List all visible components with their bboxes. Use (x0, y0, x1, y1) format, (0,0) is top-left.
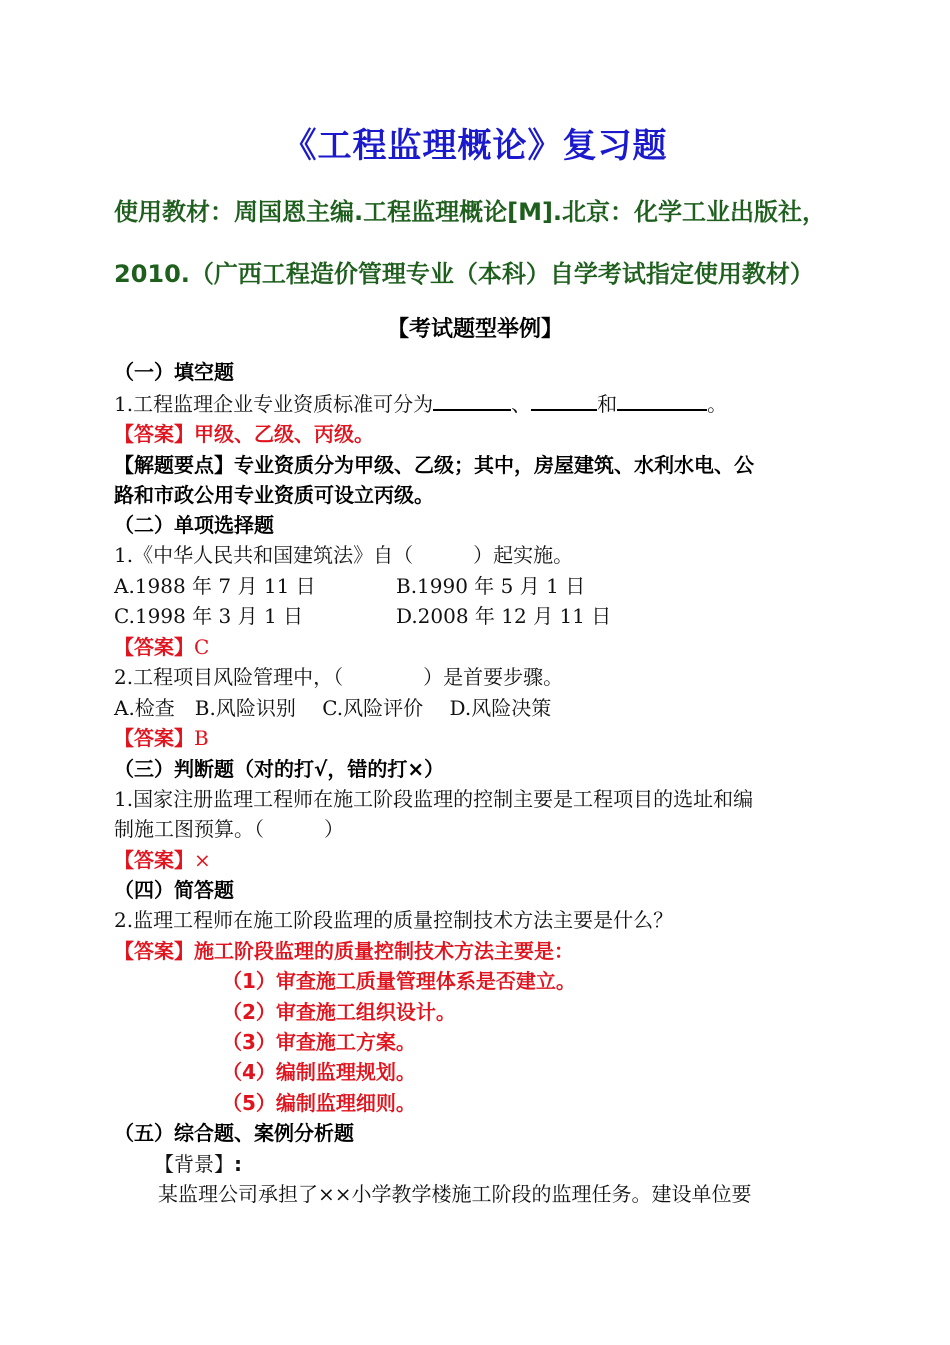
answer-text: B (194, 726, 209, 750)
short-answer-question: 2.监理工程师在施工阶段监理的质量控制技术方法主要是什么？ (114, 908, 674, 932)
choice-question-2: 2.工程项目风险管理中，（ ）是首要步骤。 (114, 665, 564, 689)
choice-question-1: 1.《中华人民共和国建筑法》自（ ）起实施。 (114, 543, 574, 567)
explanation-tag: 【解题要点】 (114, 453, 234, 477)
separator: 、 (511, 392, 532, 416)
fill-blank-question (114, 389, 727, 418)
background-text: 某监理公司承担了××小学教学楼施工阶段的监理任务。建设单位要 (158, 1182, 752, 1206)
answer-point-4: （4）编制监理规划。 (222, 1060, 416, 1084)
question-text: 1.工程监理企业专业资质标准可分为 (114, 392, 434, 416)
answer-text: × (194, 848, 211, 872)
true-false-question-line-1: 1.国家注册监理工程师在施工阶段监理的控制主要是工程项目的选址和编 (114, 787, 754, 811)
explanation-line-1 (114, 451, 754, 479)
answer-blank (617, 389, 707, 411)
option-a: A.1988 年 7 月 11 日 (114, 574, 316, 598)
document-title: 《工程监理概论》复习题 (282, 126, 668, 166)
choice-options-row-1 (114, 572, 814, 600)
choice-answer-2 (114, 724, 209, 752)
background-tag: 【背景】 (154, 1152, 234, 1176)
answer-point-1: （1）审查施工质量管理体系是否建立。 (222, 969, 576, 993)
answer-tag: 【答案】 (114, 422, 194, 446)
examples-heading: 【考试题型举例】 (386, 317, 563, 342)
answer-tag: 【答案】 (114, 848, 194, 872)
answer-tag: 【答案】 (114, 726, 194, 750)
answer-blank (531, 389, 597, 411)
section-true-false-heading: （三）判断题（对的打√，错的打×） (114, 757, 445, 781)
section-short-answer-heading: （四）简答题 (114, 878, 234, 902)
explanation-text: 专业资质分为甲级、乙级；其中，房屋建筑、水利水电、公 (234, 453, 754, 477)
choice-options-row-2 (114, 602, 814, 630)
answer-intro: 施工阶段监理的质量控制技术方法主要是： (194, 939, 574, 963)
separator: 和 (597, 392, 618, 416)
choice-options-q2: A.检查 B.风险识别 C.风险评价 D.风险决策 (114, 696, 552, 720)
true-false-question-line-2: 制施工图预算。（ ） (114, 817, 344, 841)
answer-tag: 【答案】 (114, 939, 194, 963)
section-single-choice-heading: （二）单项选择题 (114, 513, 274, 537)
textbook-line-2: 2010.（广西工程造价管理专业（本科）自学考试指定使用教材） (114, 260, 814, 288)
answer-tag: 【答案】 (114, 635, 194, 659)
answer-text: 甲级、乙级、丙级。 (194, 422, 374, 446)
choice-answer-1 (114, 633, 209, 661)
answer-point-3: （3）审查施工方案。 (222, 1030, 416, 1054)
section-case-analysis-heading: （五）综合题、案例分析题 (114, 1121, 354, 1145)
fill-blank-answer (114, 420, 374, 448)
answer-text: C (194, 635, 210, 659)
option-b: B.1990 年 5 月 1 日 (396, 574, 586, 598)
answer-point-2: （2）审查施工组织设计。 (222, 1000, 456, 1024)
true-false-answer (114, 846, 211, 874)
option-c: C.1998 年 3 月 1 日 (114, 604, 304, 628)
textbook-line-1: 使用教材：周国恩主编.工程监理概论[M].北京：化学工业出版社， (114, 198, 827, 226)
option-d: D.2008 年 12 月 11 日 (396, 604, 612, 628)
background-colon: : (234, 1152, 242, 1176)
answer-blank (433, 389, 511, 411)
answer-point-5: （5）编制监理细则。 (222, 1091, 416, 1115)
section-fill-blank-heading: （一）填空题 (114, 360, 234, 384)
explanation-line-2: 路和市政公用专业资质可设立丙级。 (114, 483, 434, 507)
background-label (154, 1150, 242, 1178)
short-answer-answer (114, 937, 574, 965)
question-end: 。 (707, 392, 728, 416)
